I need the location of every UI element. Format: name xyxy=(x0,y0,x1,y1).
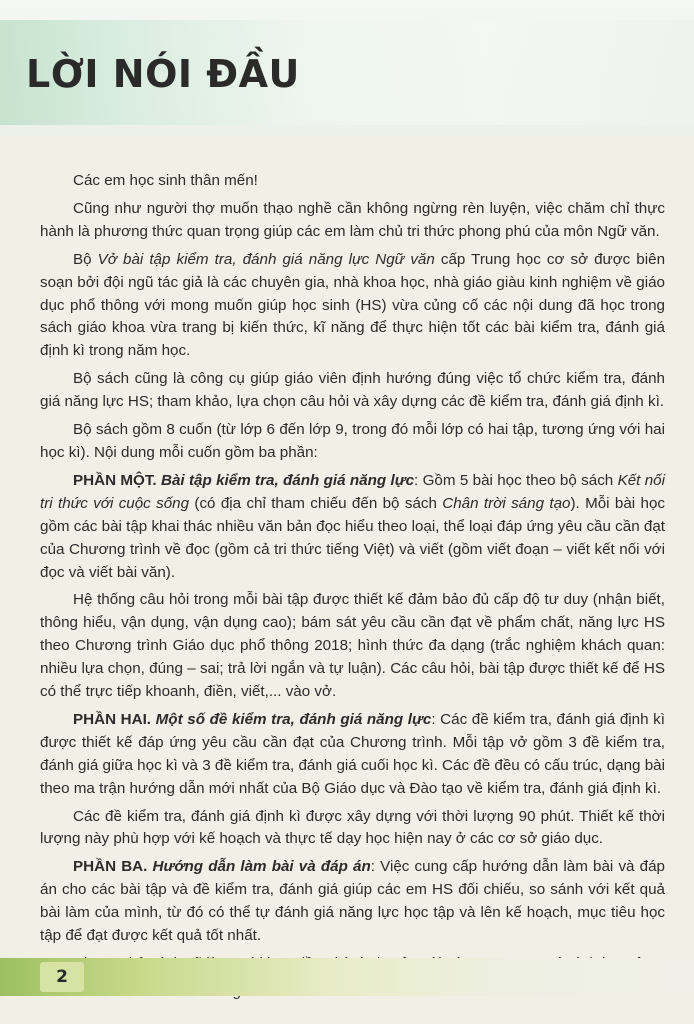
test-duration-paragraph: Các đề kiểm tra, đánh giá định kì được xây dựng với thời lượng 90 phút. Thiết kế thời lượng này phù hợp với kế hoạch và thực tế dạy học hiện nay ở các cơ sở giáo dục. xyxy=(40,807,665,848)
series-title: Chân trời sáng tạo xyxy=(442,494,571,512)
text-segment: : Gồm 5 bài học theo bộ sách xyxy=(414,471,618,489)
book-structure-paragraph: Bộ sách gồm 8 cuốn (từ lớp 6 đến lớp 9, trong đó mỗi lớp có hai tập, tương ứng với hai học kì). Nội dung mỗi cuốn gồm ba phần: xyxy=(40,421,665,461)
text-segment: ). Mỗi bài học gồm các bài tập khai thác nhiều văn bản đọc hiểu theo loại, thể loại đáp ứng yêu cầu cần đạt của Chương trình về đọc (gồm cả tri thức tiếng Việt) và viết (gồm viết đoạn – viết kết nối với đọc và viết bài văn). xyxy=(40,494,665,581)
text-segment: : Các đề kiểm tra, đánh giá định kì được thiết kế đáp ứng yêu cầu cần đạt của Chương trình. Mỗi tập vở gồm 3 đề kiểm tra, đánh giá giữa học kì và 3 đề kiểm tra, đánh giá cuối học kì. Các đề đều có cấu trúc, dạng bài theo ma trận hướng dẫn mới nhất của Bộ Giáo dục và Đào tạo về kiểm tra, đánh giá định kì. xyxy=(40,710,665,797)
greeting-paragraph: Các em học sinh thân mến! xyxy=(73,172,258,189)
text-segment: Bộ xyxy=(73,250,98,268)
preface-body xyxy=(40,170,665,1004)
intro-paragraph: Cũng như người thợ muốn thạo nghề cần không ngừng rèn luyện, việc chăm chỉ thực hành là phương thức quan trọng giúp các em làm chủ tri thức phong phú của môn Ngữ văn. xyxy=(40,199,665,240)
question-system-paragraph: Hệ thống câu hỏi trong mỗi bài tập được thiết kế đảm bảo đủ cấp độ tư duy (nhận biết, thông hiểu, vận dụng, vận dụng cao); bám sát yêu cầu cần đạt về phẩm chất, năng lực HS theo Chương trình Giáo dục phổ thông 2018; hình thức đa dạng (trắc nghiệm khách quan: nhiều lựa chọn, đúng – sai; trả lời ngắn và tự luận). Các câu hỏi, bài tập được thiết kế để HS có thể trực tiếp khoanh, điền, viết,... vào vở. xyxy=(40,591,665,701)
part-two-paragraph xyxy=(40,709,665,801)
teacher-use-paragraph: Bộ sách cũng là công cụ giúp giáo viên định hướng đúng việc tổ chức kiểm tra, đánh giá năng lực HS; tham khảo, lựa chọn câu hỏi và xây dựng các đề kiểm tra, đánh giá định kì. xyxy=(40,370,665,411)
footer-band xyxy=(0,958,694,996)
page-number: 2 xyxy=(56,967,68,987)
page-title: LỜI NÓI ĐẦU xyxy=(26,52,300,96)
text-segment: : Việc cung cấp hướng dẫn làm bài và đáp án cho các bài tập và đề kiểm tra, đánh giá giúp các em HS đối chiếu, so sánh với kết quả bài làm của mình, từ đó có thể tự đánh giá năng lực học tập và lên kế hoạch, mục tiêu học tập để đạt được kết quả tốt nhất. xyxy=(40,858,665,945)
part-two-title: Một số đề kiểm tra, đánh giá năng lực xyxy=(155,710,432,728)
part-one-title: Bài tập kiểm tra, đánh giá năng lực xyxy=(161,471,415,489)
book-title: Vở bài tập kiểm tra, đánh giá năng lực Ngữ văn xyxy=(97,250,435,268)
part-one-label: PHẦN MỘT. xyxy=(73,471,157,489)
part-three-title: Hướng dẫn làm bài và đáp án xyxy=(152,858,371,876)
part-two-label: PHẦN HAI. xyxy=(73,710,152,728)
text-segment: cấp Trung học cơ sở được biên soạn bởi đội ngũ tác giả là các chuyên gia, nhà khoa học, nhà giáo giàu kinh nghiệm về giáo dục phổ thông với mong muốn giúp học sinh (HS) vừa củng cố các nội dung đã học trong sách giáo khoa vừa trang bị kiến thức, kĩ năng để thực hiện tốt các bài kiểm tra, đánh giá định kì trong năm học. xyxy=(40,250,666,360)
part-one-paragraph xyxy=(40,470,665,585)
series-title: Kết nối tri thức với cuộc sống xyxy=(40,471,665,512)
part-three-label: PHẦN BA. xyxy=(73,858,148,876)
part-three-paragraph xyxy=(40,856,665,948)
book-description-paragraph xyxy=(40,249,665,364)
text-segment: (có địa chỉ tham chiếu đến bộ sách xyxy=(189,494,443,512)
